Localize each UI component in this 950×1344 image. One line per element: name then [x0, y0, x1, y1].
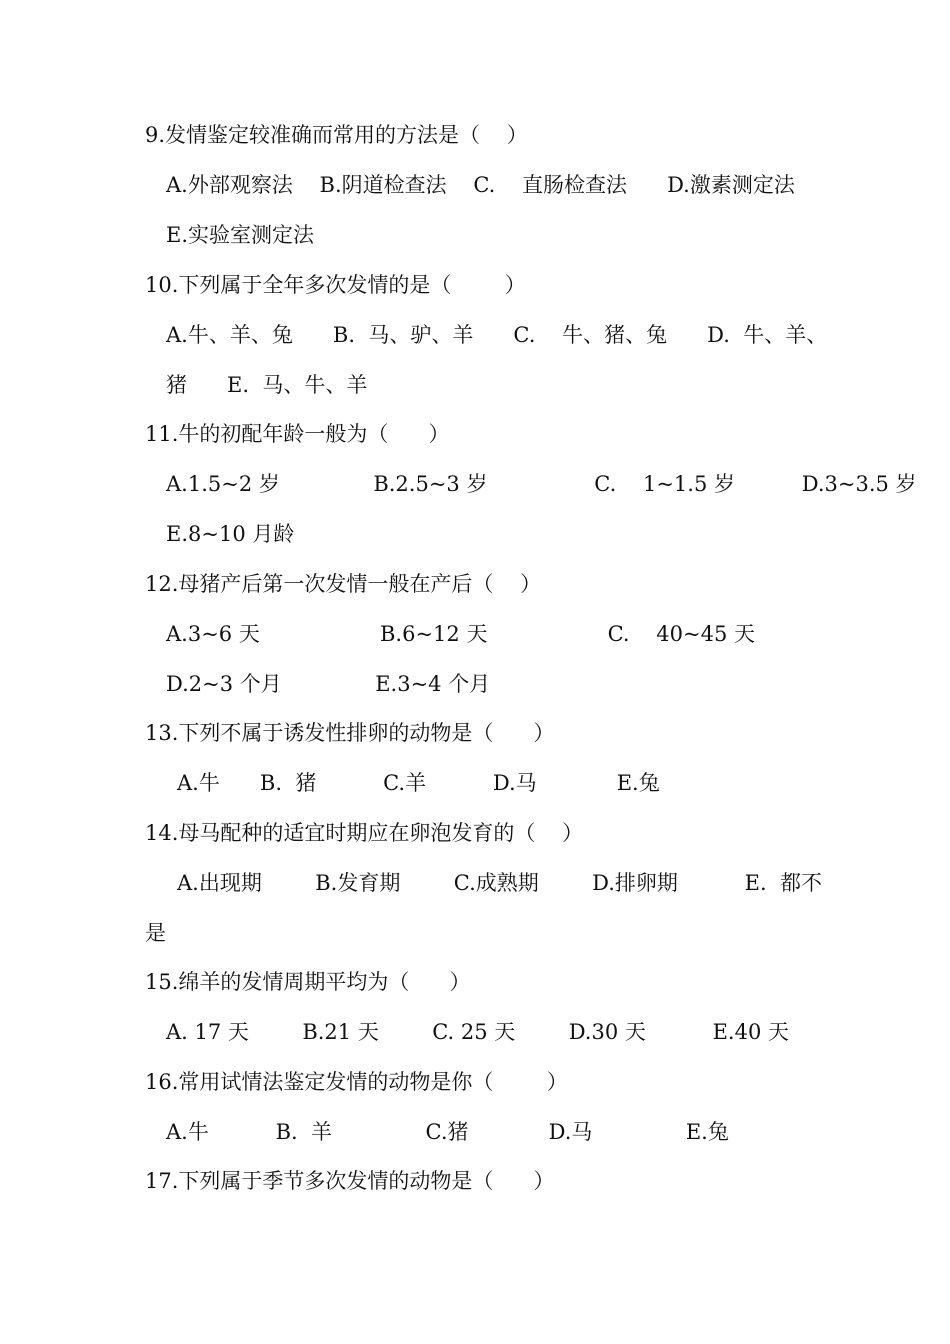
question-16-options: A.牛 B. 羊 C.猪 D.马 E.兔	[166, 1120, 729, 1144]
question-15-stem: 15.绵羊的发情周期平均为（ ）	[145, 970, 471, 994]
question-12-options: A.3~6 天 B.6~12 天 C. 40~45 天	[166, 622, 756, 646]
question-14-stem: 14.母马配种的适宜时期应在卵泡发育的（ ）	[145, 821, 584, 845]
question-17-stem: 17.下列属于季节多次发情的动物是（ ）	[145, 1169, 555, 1193]
question-11-options: A.1.5~2 岁 B.2.5~3 岁 C. 1~1.5 岁 D.3~3.5 岁	[166, 472, 917, 496]
question-9-options: A.外部观察法 B.阴道检查法 C. 直肠检查法 D.激素测定法	[166, 173, 795, 197]
question-16-stem: 16.常用试情法鉴定发情的动物是你（ ）	[145, 1070, 568, 1094]
question-10-stem: 10.下列属于全年多次发情的是（ ）	[145, 273, 526, 297]
question-11-options-cont: E.8~10 月龄	[166, 522, 295, 546]
question-11-stem: 11.牛的初配年龄一般为（ ）	[145, 422, 450, 446]
question-12-stem: 12.母猪产后第一次发情一般在产后（ ）	[145, 572, 542, 596]
question-15-options: A. 17 天 B.21 天 C. 25 天 D.30 天 E.40 天	[166, 1020, 790, 1044]
question-10-options: A.牛、羊、兔 B. 马、驴、羊 C. 牛、猪、兔 D. 牛、羊、	[166, 323, 828, 347]
question-14-options: A.出现期 B.发育期 C.成熟期 D.排卵期 E. 都不	[177, 871, 823, 895]
question-9-options-cont: E.实验室测定法	[166, 223, 315, 247]
question-13-stem: 13.下列不属于诱发性排卵的动物是（ ）	[145, 721, 555, 745]
question-14-options-cont: 是	[145, 921, 166, 945]
question-13-options: A.牛 B. 猪 C.羊 D.马 E.兔	[177, 771, 660, 795]
question-9-stem: 9.发情鉴定较准确而常用的方法是（ ）	[145, 123, 528, 147]
question-10-options-cont: 猪 E. 马、牛、羊	[166, 373, 368, 397]
question-12-options-cont: D.2~3 个月 E.3~4 个月	[166, 672, 491, 696]
